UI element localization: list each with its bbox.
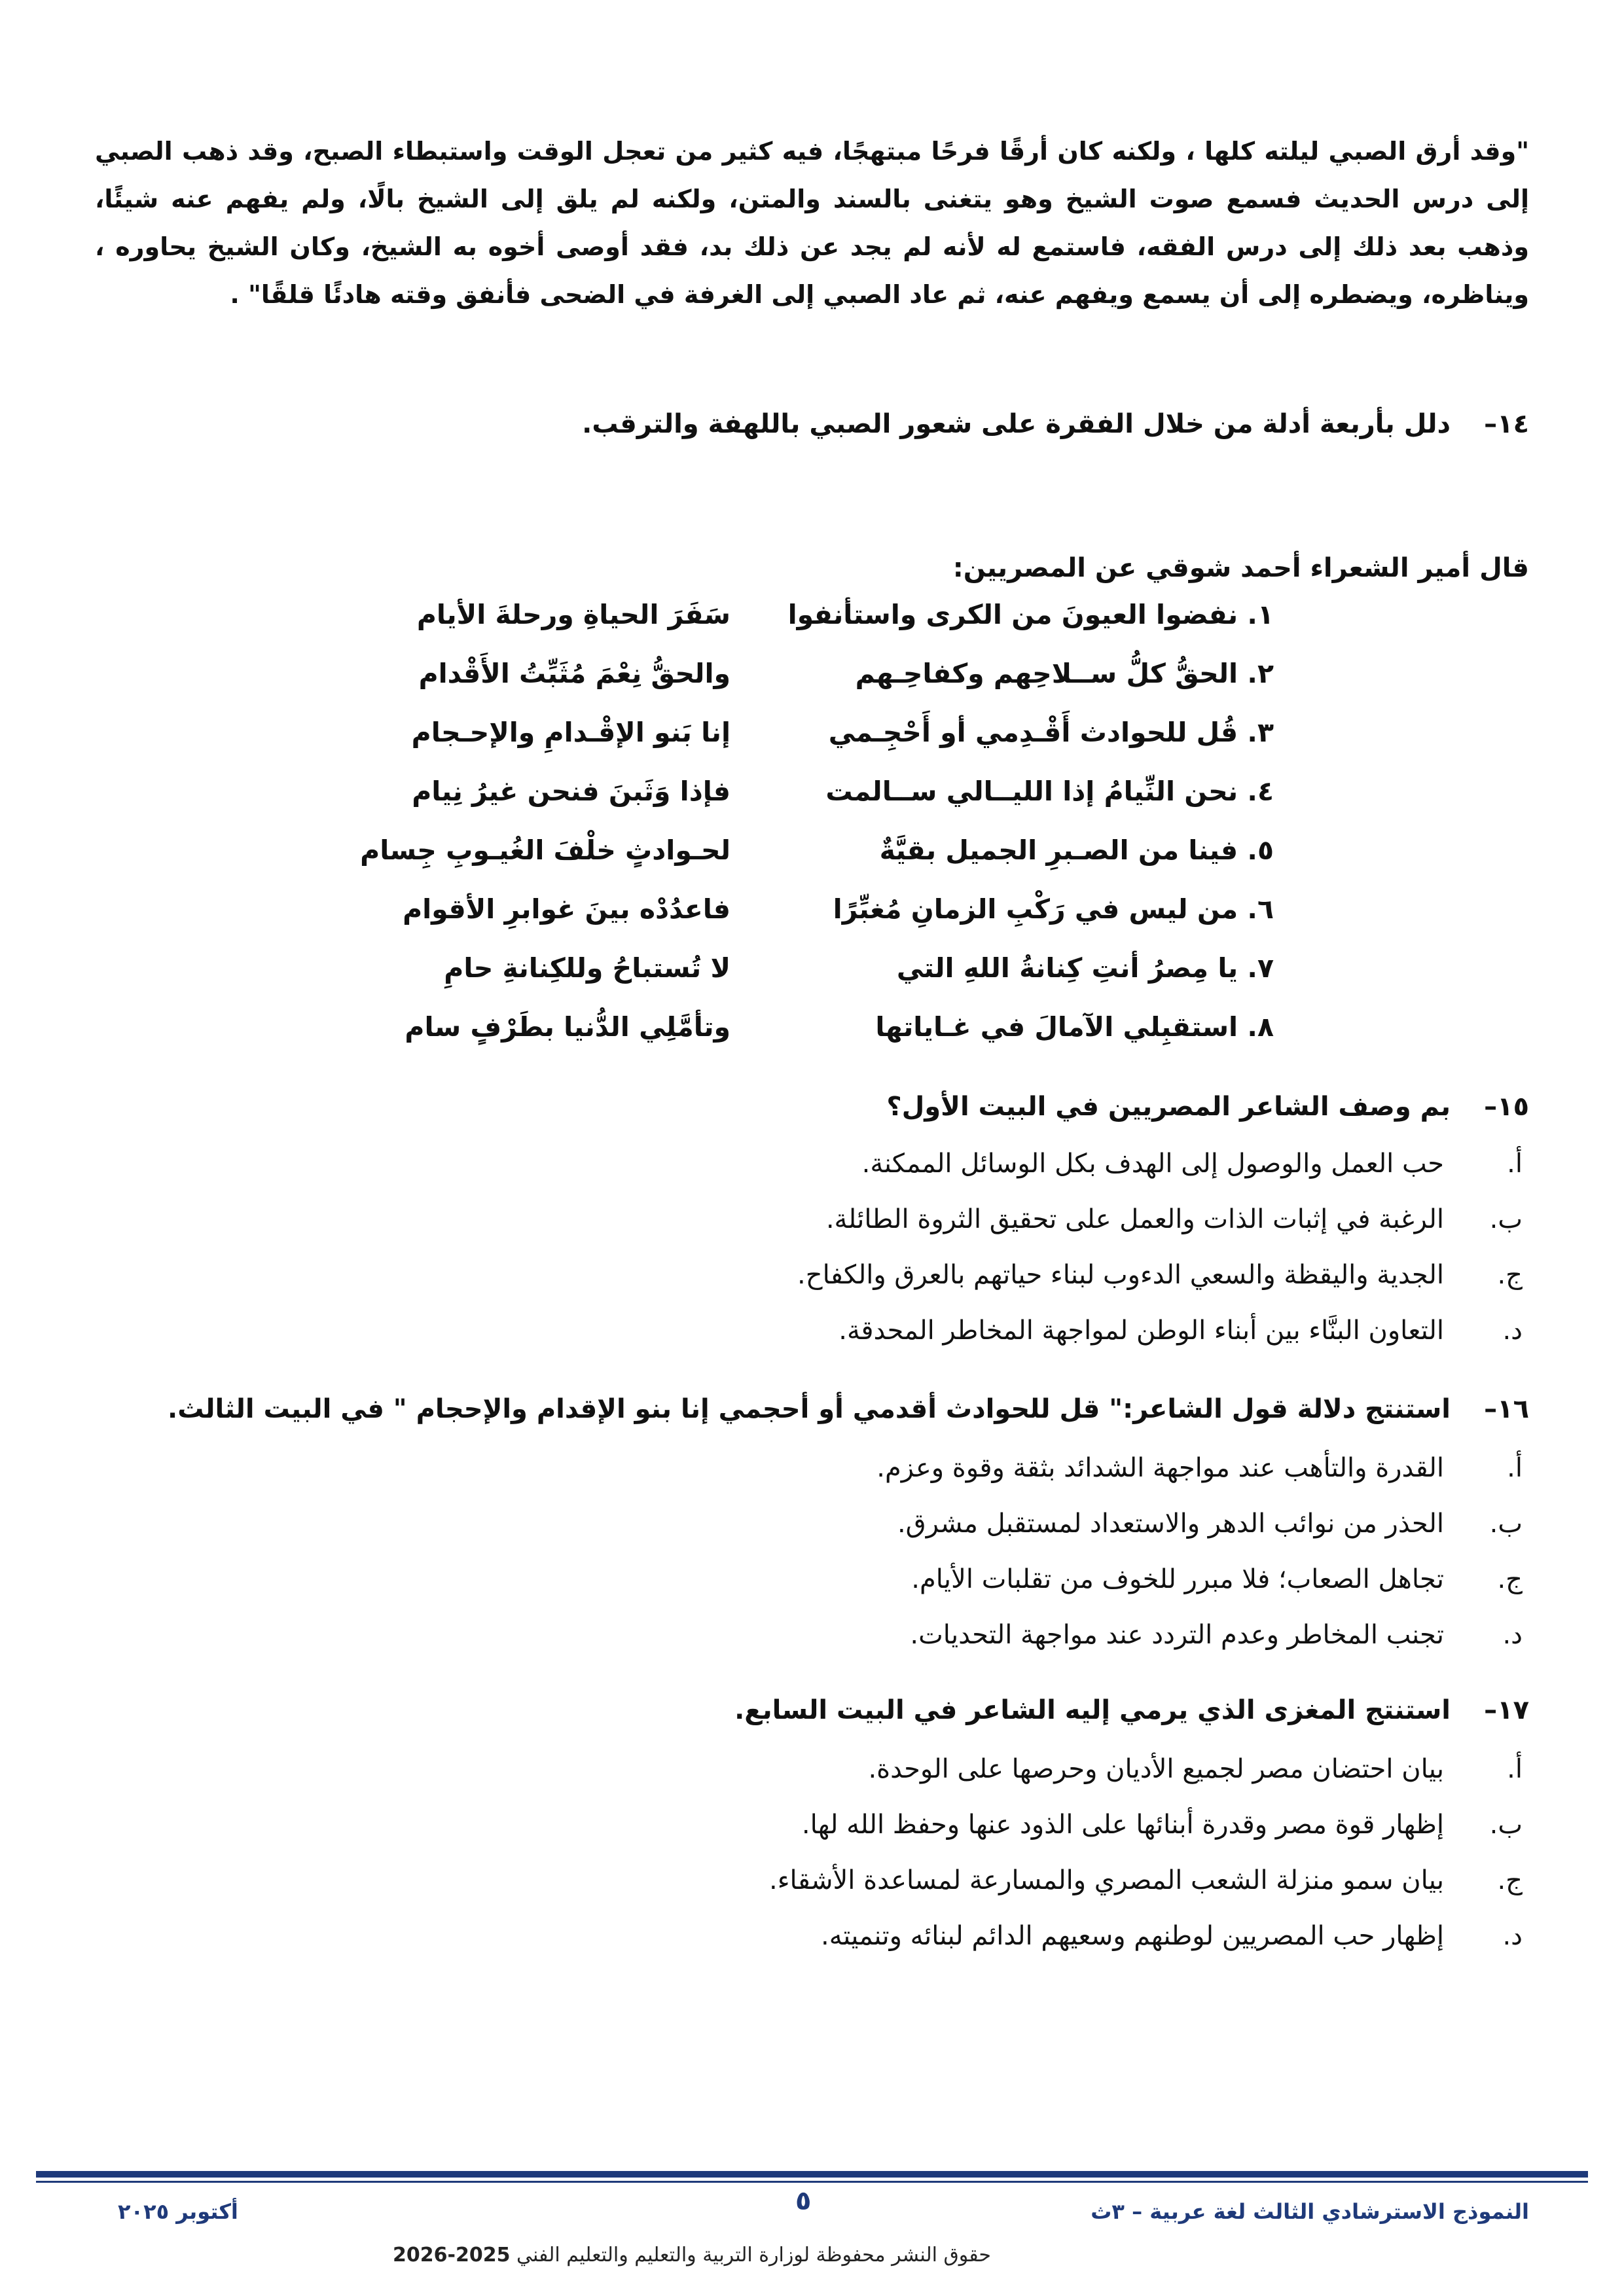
exam-title: النموذج الاسترشادي الثالث لغة عربية – ٣ث [1091, 2199, 1529, 2224]
option-c[interactable] [911, 1564, 1523, 1594]
option-d[interactable] [839, 1316, 1523, 1346]
verse-second-half: إنا بَنو الإقْـدامِ والإحـجام [411, 717, 731, 748]
option-text: الحذر من نوائب الدهر والاستعداد لمستقبل مشرق. [897, 1509, 1444, 1539]
option-label: ج. [1497, 1564, 1523, 1594]
option-a[interactable] [876, 1453, 1523, 1483]
verse-second-half: والحقُّ نِعْمَ مُثَبِّتُ الأَقْدام [418, 658, 731, 689]
verse-first-half: ٦. من ليس في رَكْبِ الزمانِ مُغبِّرًا [833, 893, 1274, 925]
question-14 [582, 409, 1529, 439]
option-text: إظهار قوة مصر وقدرة أبنائها على الذود عنها وحفظ الله لها. [801, 1810, 1444, 1840]
option-label: د. [1502, 1921, 1523, 1951]
option-label: د. [1502, 1316, 1523, 1346]
option-b[interactable] [826, 1204, 1523, 1234]
footer-divider-thin [36, 2181, 1588, 2183]
option-d[interactable] [910, 1620, 1523, 1650]
option-b[interactable] [802, 1810, 1523, 1840]
academic-year: 2025-2026 [393, 2244, 511, 2267]
footer-divider [36, 2171, 1588, 2178]
option-label: أ. [1507, 1754, 1523, 1784]
option-text: بيان سمو منزلة الشعب المصري والمسارعة لمساعدة الأشقاء. [769, 1865, 1444, 1895]
verse-first-half: ٧. يا مِصرُ أنتِ كِنانةُ اللهِ التي [896, 952, 1274, 984]
question-number: ١٦– [1484, 1394, 1529, 1424]
option-label: ب. [1489, 1509, 1523, 1539]
option-text: إظهار حب المصريين لوطنهم وسعيهم الدائم لبنائه وتنميته. [820, 1921, 1444, 1951]
verse-first-half: ٤. نحن النِّيامُ إذا الليــالي ســالمت [825, 776, 1274, 807]
option-text: التعاون البنَّاء بين أبناء الوطن لمواجهة المخاطر المحدقة. [839, 1316, 1444, 1346]
option-label: أ. [1507, 1453, 1523, 1483]
question-text: بم وصف الشاعر المصريين في البيت الأول؟ [886, 1092, 1451, 1122]
option-d[interactable] [821, 1921, 1523, 1951]
question-17 [734, 1695, 1529, 1725]
verse-second-half: وتأمَّلِي الدُّنيا بطَرْفٍ سام [405, 1011, 731, 1043]
option-b[interactable] [897, 1509, 1523, 1539]
option-a[interactable] [868, 1754, 1523, 1784]
verse-second-half: لا تُستباحُ وللكِنانةِ حامِ [444, 952, 731, 984]
question-text: دلل بأربعة أدلة من خلال الفقرة على شعور الصبي باللهفة والترقب. [582, 409, 1451, 439]
option-c[interactable] [769, 1865, 1523, 1895]
verse-first-half: ١. نفضوا العيونَ من الكرى واستأنفوا [787, 599, 1274, 630]
question-number: ١٥– [1484, 1092, 1529, 1122]
verse-second-half: سَفَرَ الحياةِ ورحلةَ الأيام [416, 599, 731, 630]
option-a[interactable] [862, 1149, 1523, 1179]
option-label: ب. [1489, 1810, 1523, 1840]
verse-second-half: لحـوادثٍ خلْفَ الغُيـوبِ جِسام [360, 834, 731, 866]
option-text: القدرة والتأهب عند مواجهة الشدائد بثقة وقوة وعزم. [876, 1453, 1444, 1483]
question-16 [168, 1394, 1529, 1424]
page-number: ٥ [795, 2186, 812, 2216]
reading-passage: "وقد أرق الصبي ليلته كلها ، ولكنه كان أرقًا فرحًا مبتهجًا، فيه كثير من تعجل الوقت واستبطاء الصبح، وقد ذهب الصبي إلى درس الحديث فسمع صوت الشيخ وهو يتغنى بالسند والمتن، ولكنه لم يلق إلى الشيخ بالًا، ولم يفهم عنه شيئًا، وذهب بعد ذلك إلى درس الفقه، فاستمع له لأنه لم يجد عن ذلك بد، فقد أوصى أخوه به الشيخ، وكان الشيخ يحاوره ، ويناظره، ويضطره إلى أن يسمع ويفهم عنه، ثم عاد الصبي إلى الغرفة في الضحى فأنفق وقته هادئًا قلقًا" . [95, 137, 1529, 309]
option-text: حب العمل والوصول إلى الهدف بكل الوسائل الممكنة. [861, 1149, 1444, 1179]
option-text: الجدية واليقظة والسعي الدءوب لبناء حياتهم بالعرق والكفاح. [797, 1260, 1444, 1290]
question-number: ١٤– [1484, 409, 1529, 439]
option-label: ج. [1497, 1260, 1523, 1290]
verse-first-half: ٢. الحقُّ كلُّ ســلاحِهم وكفاحِـهم [855, 658, 1274, 689]
verse-second-half: فاعدُدْه بينَ غوابرِ الأقوام [403, 893, 731, 925]
question-text: استنتج المغزى الذي يرمي إليه الشاعر في البيت السابع. [734, 1695, 1451, 1725]
copyright-notice [393, 2244, 991, 2267]
verse-first-half: ٣. قُل للحوادث أَقْـدِمي أو أَحْجِـمي [828, 717, 1274, 748]
option-label: ج. [1497, 1865, 1523, 1895]
option-text: الرغبة في إثبات الذات والعمل على تحقيق الثروة الطائلة. [825, 1204, 1444, 1234]
question-15 [886, 1092, 1529, 1122]
copyright-text: حقوق النشر محفوظة لوزارة التربية والتعليم والتعليم الفني [516, 2244, 991, 2267]
option-label: د. [1502, 1620, 1523, 1650]
option-text: بيان احتضان مصر لجميع الأديان وحرصها على الوحدة. [868, 1754, 1444, 1784]
verse-second-half: فإذا وَثَبنَ فنحن غيرُ نِيام [412, 776, 731, 807]
verse-first-half: ٥. فينا من الصـبرِ الجميل بقيَّةٌ [879, 834, 1274, 866]
verse-first-half: ٨. استقبِلي الآمالَ في غـاياتها [875, 1011, 1274, 1043]
option-c[interactable] [797, 1260, 1523, 1290]
option-text: تجنب المخاطر وعدم التردد عند مواجهة التحديات. [910, 1620, 1444, 1650]
exam-date: أكتوبر ٢٠٢٥ [118, 2199, 238, 2224]
poem-intro: قال أمير الشعراء أحمد شوقي عن المصريين: [952, 553, 1529, 583]
option-text: تجاهل الصعاب؛ فلا مبرر للخوف من تقلبات الأيام. [911, 1564, 1444, 1594]
question-number: ١٧– [1484, 1695, 1529, 1725]
option-label: ب. [1489, 1204, 1523, 1234]
option-label: أ. [1507, 1149, 1523, 1179]
question-text: استنتج دلالة قول الشاعر:" قل للحوادث أقدمي أو أحجمي إنا بنو الإقدام والإحجام " في البيت الثالث. [168, 1394, 1451, 1424]
